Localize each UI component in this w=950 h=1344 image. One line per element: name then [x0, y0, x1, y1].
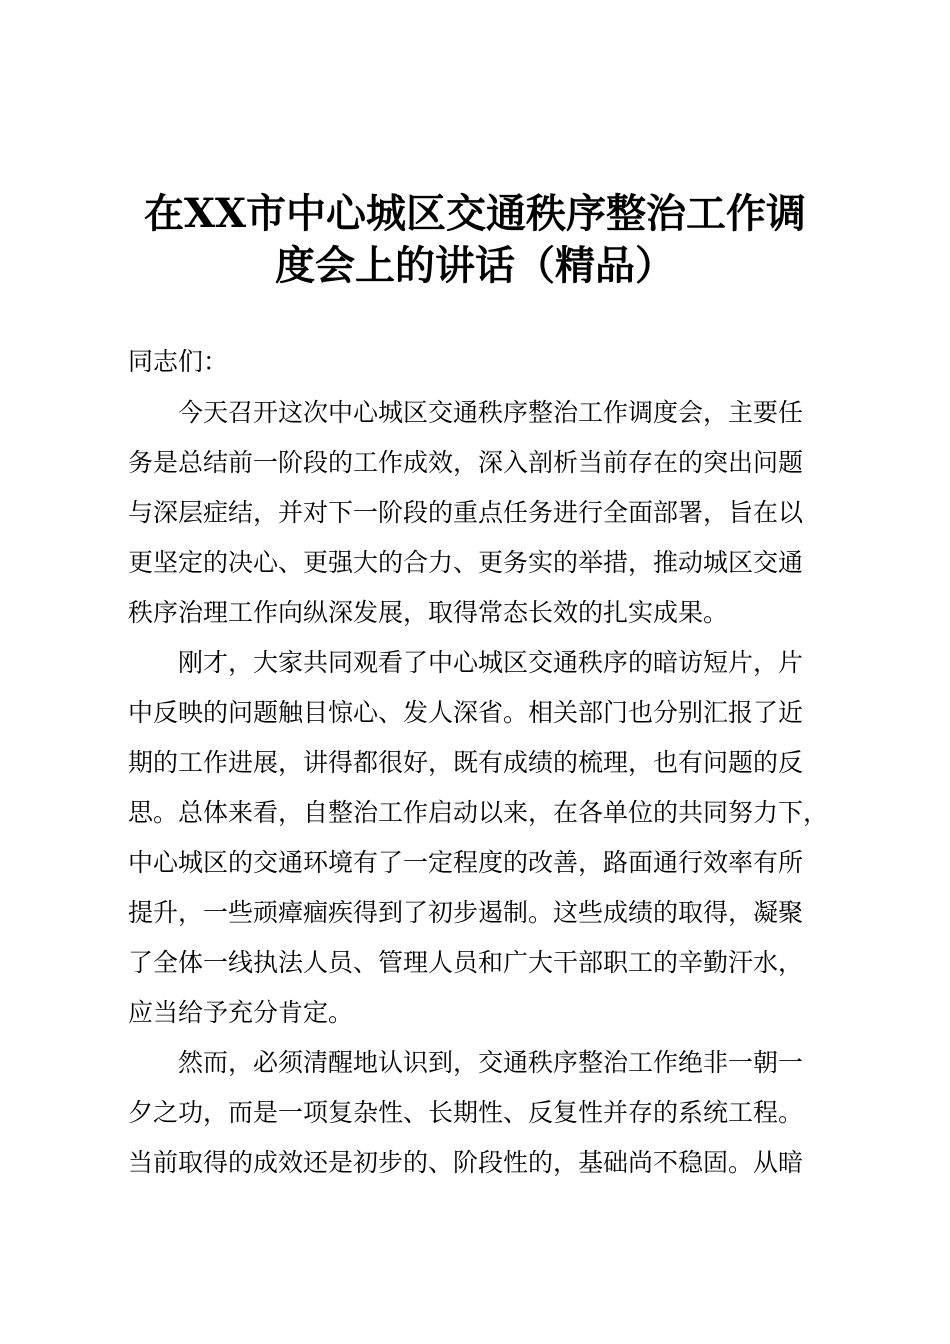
- paragraph-1-line-2: 务是总结前一阶段的工作成效，深入剖析当前存在的突出问题: [128, 448, 804, 477]
- paragraph-1-line-5: 秩序治理工作向纵深发展，取得常态长效的扎实成果。: [128, 598, 729, 627]
- paragraph-2-line-4: 思。总体来看，自整治工作启动以来，在各单位的共同努力下，: [128, 798, 829, 827]
- paragraph-3-line-2: 夕之功，而是一项复杂性、长期性、反复性并存的系统工程。: [128, 1098, 804, 1127]
- paragraph-2-line-3: 期的工作进展，讲得都很好，既有成绩的梳理，也有问题的反: [128, 748, 804, 777]
- paragraph-2-line-6: 提升，一些顽瘴痼疾得到了初步遏制。这些成绩的取得，凝聚: [128, 898, 804, 927]
- paragraph-2-line-7: 了全体一线执法人员、管理人员和广大干部职工的辛勤汗水，: [128, 948, 804, 977]
- paragraph-1-line-3: 与深层症结，并对下一阶段的重点任务进行全面部署，旨在以: [128, 498, 804, 527]
- document-title-line-2: 度会上的讲话（精品）: [275, 242, 675, 289]
- paragraph-2-line-1: 刚才，大家共同观看了中心城区交通秩序的暗访短片，片: [178, 648, 804, 677]
- paragraph-2-line-2: 中反映的问题触目惊心、发人深省。相关部门也分别汇报了近: [128, 698, 804, 727]
- paragraph-2-line-5: 中心城区的交通环境有了一定程度的改善，路面通行效率有所: [128, 848, 804, 877]
- document-title-line-1: 在XX市中心城区交通秩序整治工作调: [143, 190, 807, 237]
- paragraph-2-line-8: 应当给予充分肯定。: [128, 998, 354, 1027]
- greeting: 同志们：: [128, 347, 229, 376]
- paragraph-1-line-4: 更坚定的决心、更强大的合力、更务实的举措，推动城区交通: [128, 548, 804, 577]
- paragraph-3-line-1: 然而，必须清醒地认识到，交通秩序整治工作绝非一朝一: [178, 1048, 804, 1077]
- paragraph-1-line-1: 今天召开这次中心城区交通秩序整治工作调度会，主要任: [178, 398, 804, 427]
- paragraph-3-line-3: 当前取得的成效还是初步的、阶段性的，基础尚不稳固。从暗: [128, 1148, 804, 1177]
